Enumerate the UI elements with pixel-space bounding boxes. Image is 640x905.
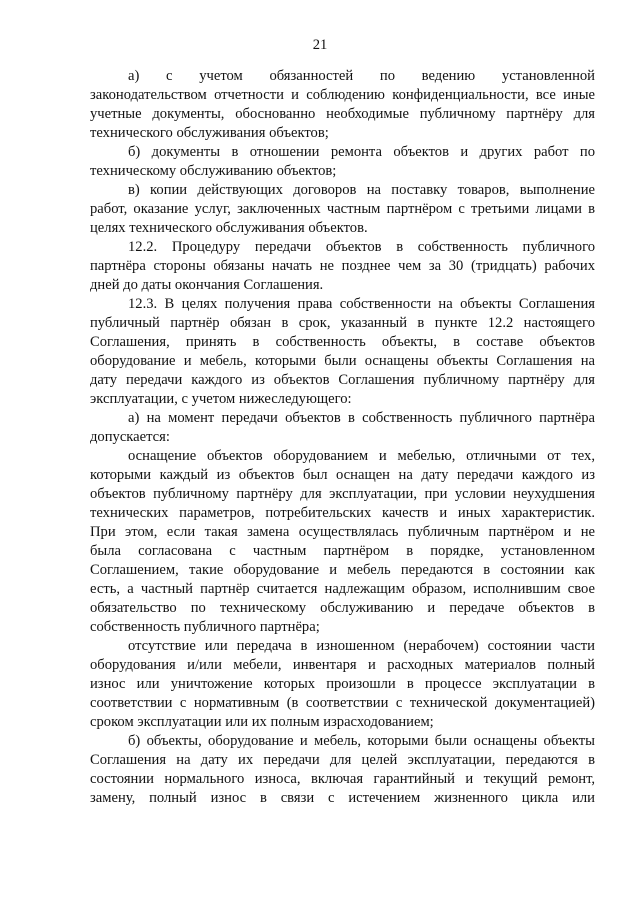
text-line: а) на момент передачи объектов в собственность публичного партнёра xyxy=(128,410,595,426)
text-line: есть, а частный партнёр считается надлежащим образом, исполнившим свое xyxy=(90,581,595,597)
text-line: Соглашением, такие оборудование и мебель передаются в состоянии как xyxy=(90,562,595,578)
text-line: технических параметров, потребительских качеств и иных характеристик. xyxy=(90,505,595,521)
text-line: технического обслуживания объектов; xyxy=(90,125,329,141)
text-line: а) с учетом обязанностей по ведению установленной xyxy=(128,68,595,84)
text-line: дату передачи каждого из объектов Соглашения публичному партнёру для xyxy=(90,372,595,388)
text-line: Соглашения, принять в собственность объекты, в составе объектов xyxy=(90,334,595,350)
text-line: законодательством отчетности и соблюдению конфиденциальности, все иные xyxy=(90,87,595,103)
text-line: 12.3. В целях получения права собственности на объекты Соглашения xyxy=(128,296,595,312)
text-line: соответствии с нормативным (в соответствии с технической документацией) xyxy=(90,695,595,711)
text-line: сроком эксплуатации или их полным израсходованием; xyxy=(90,714,434,730)
text-line: б) объекты, оборудование и мебель, которыми были оснащены объекты xyxy=(128,733,595,749)
text-line: износ или уничтожение которых произошли в процессе эксплуатации в xyxy=(90,676,595,692)
text-line: При этом, если такая замена осуществлялась публичным партнёром и не xyxy=(90,524,595,540)
text-line: объектов публичному партнёру для эксплуатации, при условии неухудшения xyxy=(90,486,595,502)
text-line: которыми каждый из объектов был оснащен на дату передачи каждого из xyxy=(90,467,595,483)
text-line: партнёра стороны обязаны начать не позднее чем за 30 (тридцать) рабочих xyxy=(90,258,595,274)
text-line: замену, полный износ в связи с истечением жизненного цикла или xyxy=(90,790,595,806)
document-body xyxy=(90,67,595,808)
text-line: б) документы в отношении ремонта объектов и других работ по xyxy=(128,144,595,160)
text-line: 12.2. Процедуру передачи объектов в собственность публичного xyxy=(128,239,595,255)
text-line: техническому обслуживанию объектов; xyxy=(90,163,337,179)
text-line: оснащение объектов оборудованием и мебелью, отличными от тех, xyxy=(128,448,595,464)
text-line: эксплуатации, с учетом нижеследующего: xyxy=(90,391,352,407)
text-line: состоянии нормального износа, включая гарантийный и текущий ремонт, xyxy=(90,771,595,787)
text-line: работ, оказание услуг, заключенных частным партнёром с третьими лицами в xyxy=(90,201,595,217)
text-line: обязательство по техническому обслуживанию и передаче объектов в xyxy=(90,600,595,616)
text-line: была согласована с частным партнёром в порядке, установленном xyxy=(90,543,595,559)
page-number: 21 xyxy=(312,37,328,53)
text-line: отсутствие или передача в изношенном (нерабочем) состоянии части xyxy=(128,638,595,654)
text-line: допускается: xyxy=(90,429,170,445)
text-line: Соглашения на дату их передачи для целей эксплуатации, передаются в xyxy=(90,752,595,768)
text-line: в) копии действующих договоров на поставку товаров, выполнение xyxy=(128,182,595,198)
text-line: публичный партнёр обязан в срок, указанный в пункте 12.2 настоящего xyxy=(90,315,595,331)
text-line: оборудования и/или мебели, инвентаря и расходных материалов полный xyxy=(90,657,595,673)
text-line: учетные документы, обоснованно необходимые публичному партнёру для xyxy=(90,106,595,122)
text-line: собственность публичного партнёра; xyxy=(90,619,320,635)
text-line: дней до даты окончания Соглашения. xyxy=(90,277,324,293)
text-line: целях технического обслуживания объектов. xyxy=(90,220,368,236)
text-line: оборудование и мебель, которыми были оснащены объекты Соглашения на xyxy=(90,353,595,369)
